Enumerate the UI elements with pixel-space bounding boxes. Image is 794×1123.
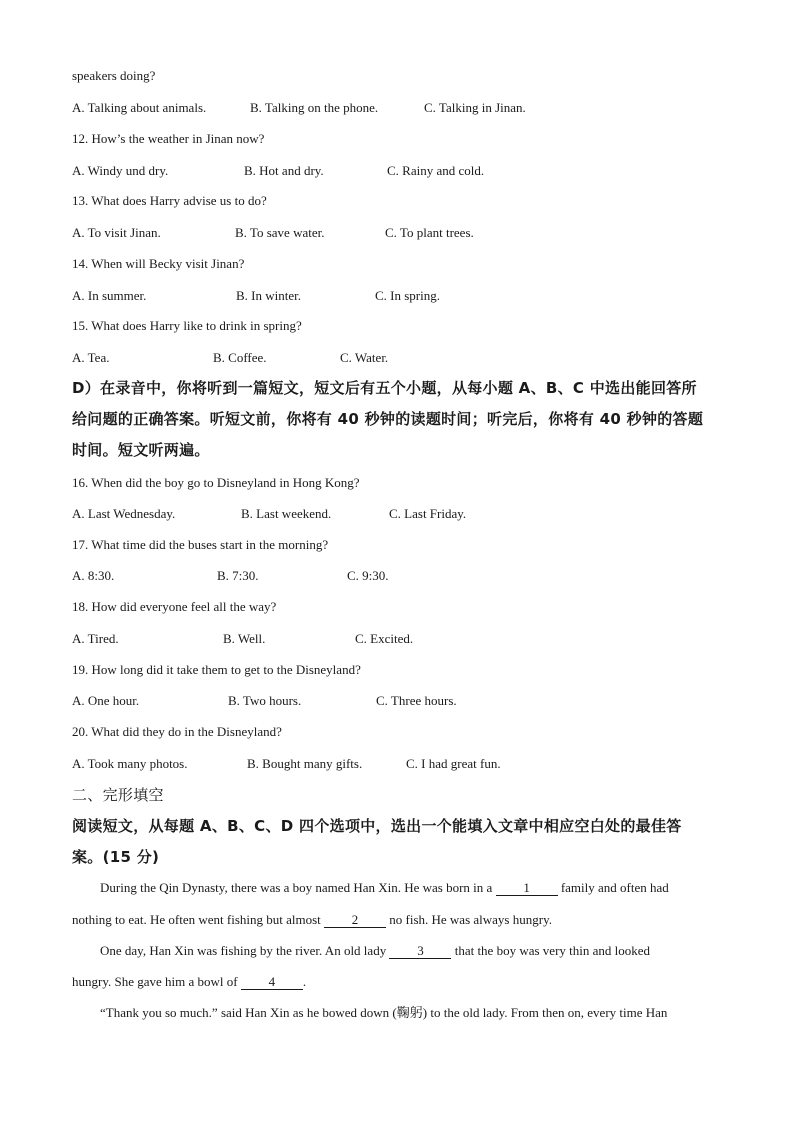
- part-2-title: 二、完形填空: [72, 786, 164, 804]
- section-d-instruction-line-3: 时间。短文听两遍。: [72, 441, 210, 459]
- passage-line-4: [72, 974, 306, 990]
- q16-option-a: A. Last Wednesday.: [72, 506, 176, 521]
- q15-option-c: C. Water.: [340, 350, 389, 365]
- q18-option-a: A. Tired.: [72, 631, 119, 646]
- passage-text: nothing to eat. He often went fishing but almost: [72, 912, 325, 927]
- q19-option-c: C. Three hours.: [376, 693, 457, 708]
- q19-option-b: B. Two hours.: [228, 693, 302, 708]
- part-2-instruction-line-2: 案。(15 分): [72, 848, 160, 866]
- q18-stem: 18. How did everyone feel all the way?: [72, 599, 277, 614]
- q16-stem: 16. When did the boy go to Disneyland in Hong Kong?: [72, 475, 360, 490]
- q20-option-b: B. Bought many gifts.: [247, 756, 363, 771]
- q16-option-c: C. Last Friday.: [389, 506, 467, 521]
- q13-option-a: A. To visit Jinan.: [72, 225, 161, 240]
- q20-stem: 20. What did they do in the Disneyland?: [72, 724, 282, 739]
- q11-option-a: A. Talking about animals.: [72, 100, 207, 115]
- passage-line-2: [72, 912, 552, 928]
- q15-stem: 15. What does Harry like to drink in spring?: [72, 318, 302, 333]
- passage-text: .: [302, 974, 307, 989]
- passage-text: hungry. She gave him a bowl of: [72, 974, 241, 989]
- q17-stem: 17. What time did the buses start in the morning?: [72, 537, 329, 552]
- q14-option-b: B. In winter.: [236, 288, 301, 303]
- q17-option-a: A. 8:30.: [72, 568, 115, 583]
- passage-line-5: “Thank you so much.” said Han Xin as he bowed down (鞠躬) to the old lady. From then on, every time Han: [100, 1005, 668, 1020]
- q11-option-c: C. Talking in Jinan.: [424, 100, 526, 115]
- passage-line-3: [100, 943, 650, 959]
- q14-stem: 14. When will Becky visit Jinan?: [72, 256, 245, 271]
- q12-option-c: C. Rainy and cold.: [387, 163, 485, 178]
- cloze-blank-1: 1: [496, 881, 558, 896]
- cloze-blank-4: 4: [241, 975, 303, 990]
- q12-option-a: A. Windy und dry.: [72, 163, 169, 178]
- section-d-instruction-line-2: 给问题的正确答案。听短文前，你将有 40 秒钟的读题时间；听完后，你将有 40 秒钟的答题: [72, 410, 704, 428]
- q17-option-b: B. 7:30.: [217, 568, 259, 583]
- q13-option-c: C. To plant trees.: [385, 225, 474, 240]
- passage-line-1: [100, 880, 669, 896]
- q11-stem-tail: speakers doing?: [72, 68, 156, 83]
- q13-stem: 13. What does Harry advise us to do?: [72, 193, 267, 208]
- q11-option-b: B. Talking on the phone.: [250, 100, 379, 115]
- q17-option-c: C. 9:30.: [347, 568, 389, 583]
- q12-option-b: B. Hot and dry.: [244, 163, 324, 178]
- q18-option-b: B. Well.: [223, 631, 266, 646]
- section-d-instruction-line-1: D）在录音中，你将听到一篇短文，短文后有五个小题，从每小题 A、B、C 中选出能回答所: [72, 379, 697, 397]
- part-2-instruction-line-1: 阅读短文，从每题 A、B、C、D 四个选项中，选出一个能填入文章中相应空白处的最佳答: [72, 817, 682, 835]
- q16-option-b: B. Last weekend.: [241, 506, 332, 521]
- q15-option-a: A. Tea.: [72, 350, 110, 365]
- passage-text: that the boy was very thin and looked: [451, 943, 651, 958]
- q14-option-a: A. In summer.: [72, 288, 147, 303]
- passage-text: no fish. He was always hungry.: [386, 912, 552, 927]
- q18-option-c: C. Excited.: [355, 631, 414, 646]
- q12-stem: 12. How’s the weather in Jinan now?: [72, 131, 265, 146]
- passage-text: One day, Han Xin was fishing by the river. An old lady: [100, 943, 390, 958]
- cloze-blank-2: 2: [324, 913, 386, 928]
- q14-option-c: C. In spring.: [375, 288, 440, 303]
- cloze-blank-3: 3: [389, 944, 451, 959]
- q20-option-a: A. Took many photos.: [72, 756, 188, 771]
- q15-option-b: B. Coffee.: [213, 350, 267, 365]
- q20-option-c: C. I had great fun.: [406, 756, 501, 771]
- q13-option-b: B. To save water.: [235, 225, 325, 240]
- passage-text: During the Qin Dynasty, there was a boy named Han Xin. He was born in a: [100, 880, 496, 895]
- q19-option-a: A. One hour.: [72, 693, 140, 708]
- q19-stem: 19. How long did it take them to get to the Disneyland?: [72, 662, 361, 677]
- passage-text: family and often had: [557, 880, 669, 895]
